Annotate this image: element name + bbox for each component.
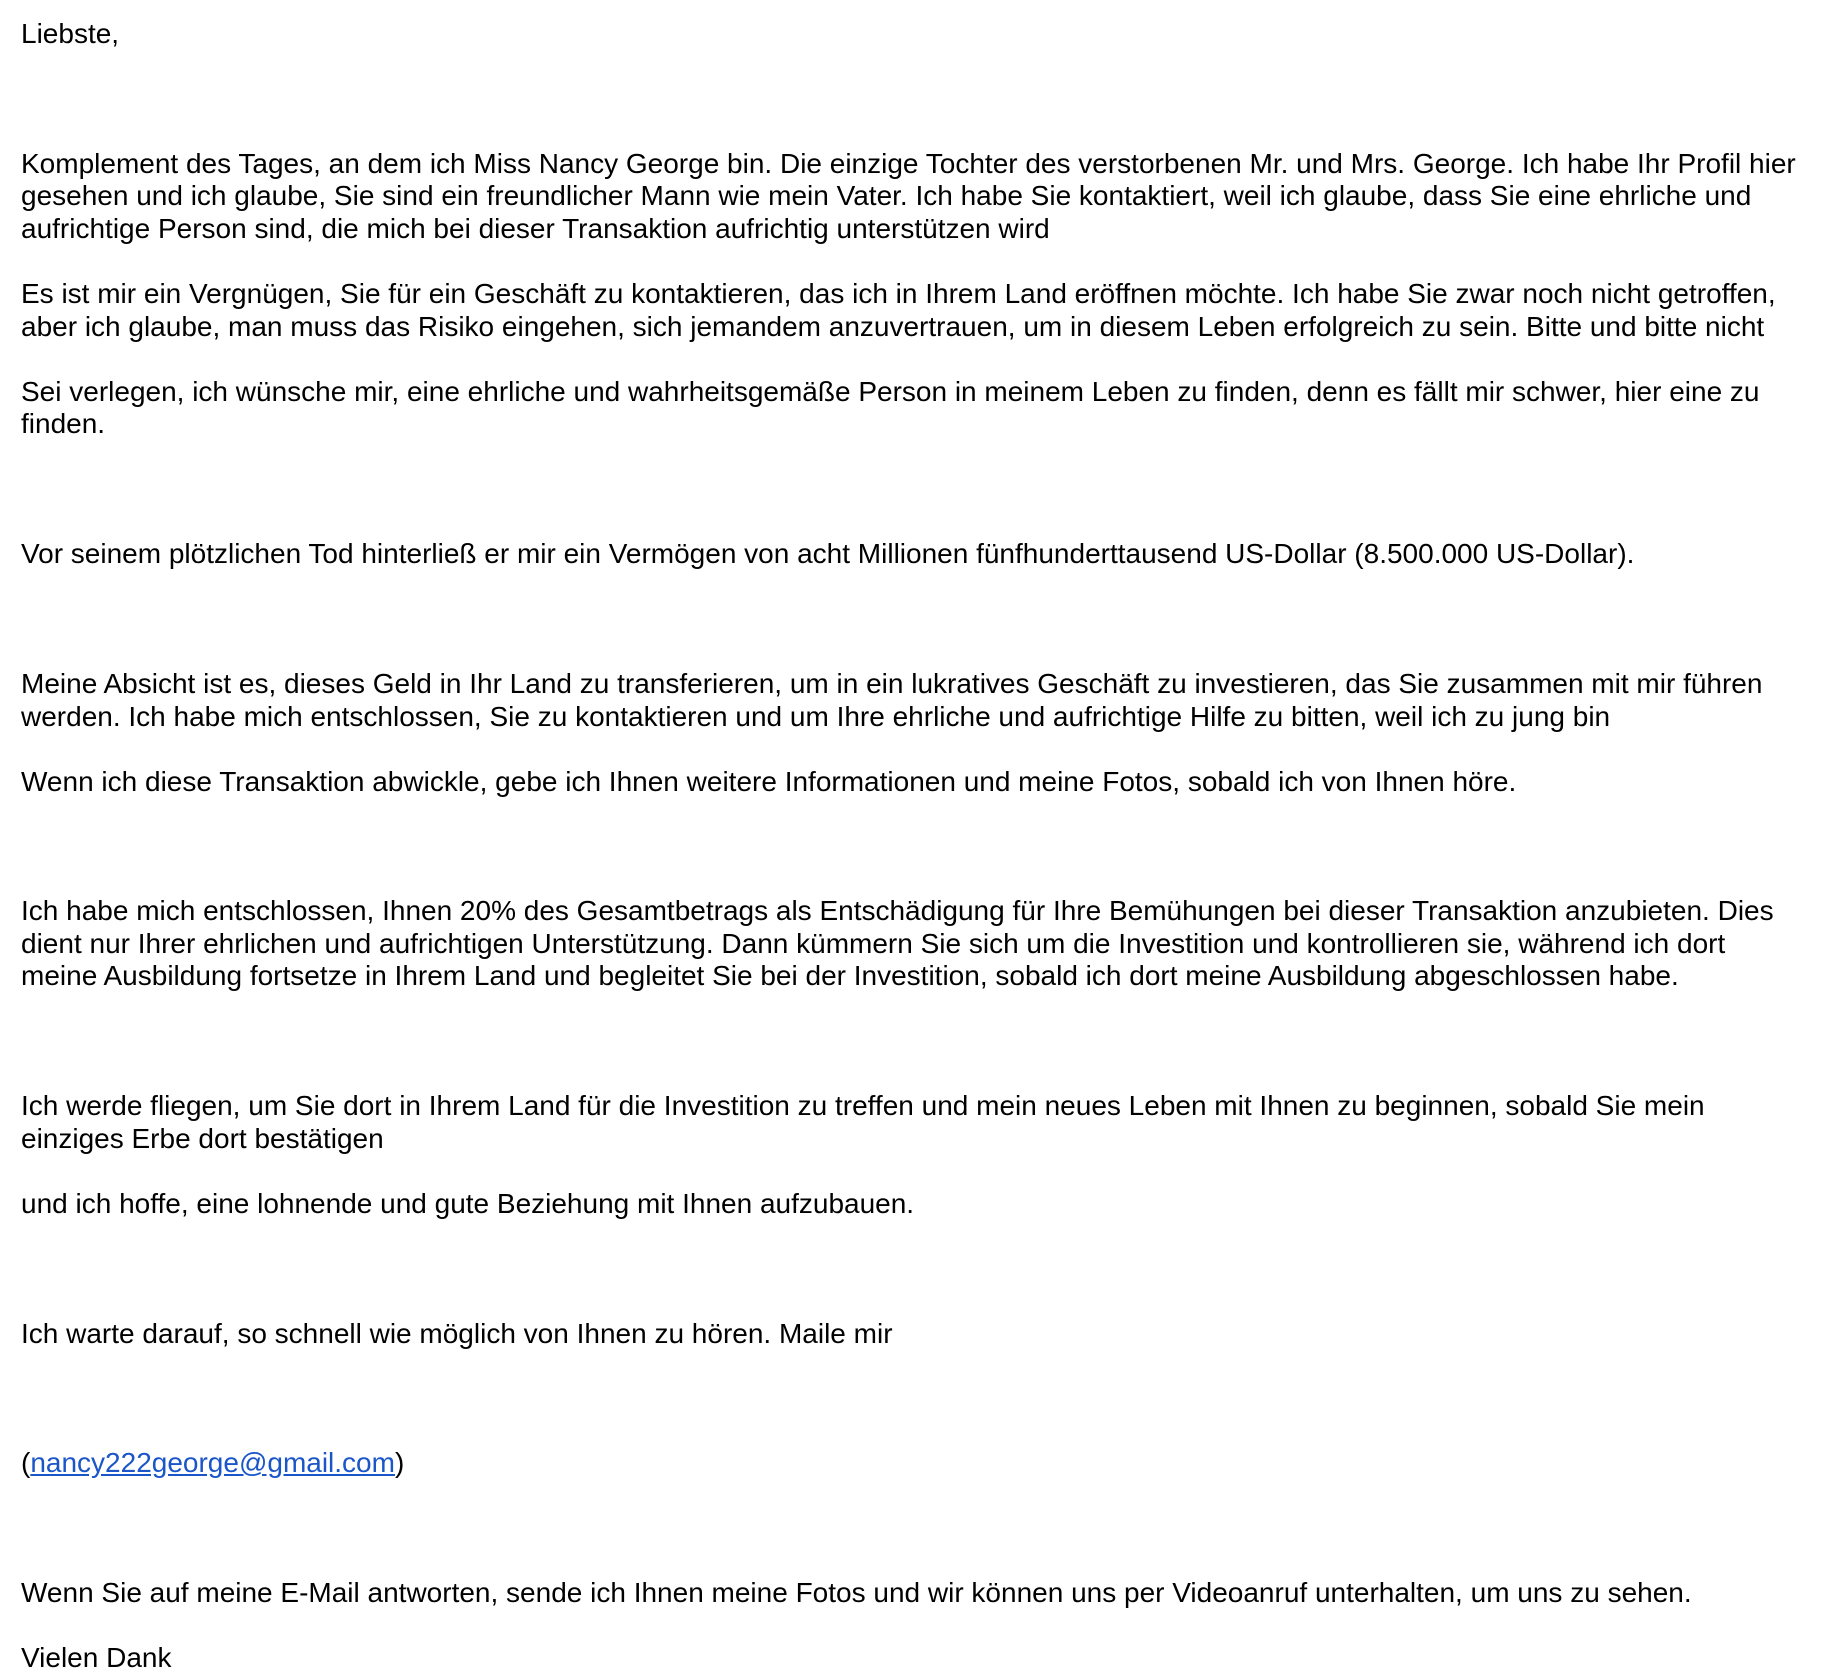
email-address-link[interactable]: nancy222george@gmail.com	[30, 1447, 395, 1478]
embarrassed-line-2: finden.	[21, 408, 106, 439]
contact-line	[21, 1447, 404, 1480]
offer-line-3: meine Ausbildung fortsetze in Ihrem Land und begleitet Sie bei der Investition, sobald ich dort meine Ausbildung abgeschlossen habe.	[21, 960, 1679, 991]
greeting: Liebste,	[21, 18, 120, 49]
waiting-paragraph: Ich warte darauf, so schnell wie möglich von Ihnen zu hören. Maile mir	[21, 1318, 893, 1349]
intro-line-3: aufrichtige Person sind, die mich bei dieser Transaktion aufrichtig unterstützen wird	[21, 213, 1050, 244]
transaction-paragraph: Wenn ich diese Transaktion abwickle, gebe ich Ihnen weitere Informationen und meine Fotos, sobald ich von Ihnen höre.	[21, 766, 1517, 797]
intro-line-1: Komplement des Tages, an dem ich Miss Nancy George bin. Die einzige Tochter des verstorbenen Mr. und Mrs. George. Ich habe Ihr Profil hier	[21, 148, 1796, 179]
contact-open-paren: (	[21, 1447, 31, 1478]
fly-line-1: Ich werde fliegen, um Sie dort in Ihrem Land für die Investition zu treffen und mein neues Leben mit Ihnen zu beginnen, sobald Sie mein	[21, 1090, 1705, 1121]
hope-paragraph: und ich hoffe, eine lohnende und gute Beziehung mit Ihnen aufzubauen.	[21, 1188, 915, 1219]
intro-line-2: gesehen und ich glaube, Sie sind ein freundlicher Mann wie mein Vater. Ich habe Sie kontaktiert, weil ich glaube, dass Sie eine ehrliche und	[21, 180, 1752, 211]
embarrassed-line-1: Sei verlegen, ich wünsche mir, eine ehrliche und wahrheitsgemäße Person in meinem Leben zu finden, denn es fällt mir schwer, hier eine zu	[21, 376, 1760, 407]
intention-line-2: werden. Ich habe mich entschlossen, Sie zu kontaktieren und um Ihre ehrliche und aufrichtige Hilfe zu bitten, weil ich zu jung bin	[21, 701, 1611, 732]
reply-paragraph: Wenn Sie auf meine E-Mail antworten, sende ich Ihnen meine Fotos und wir können uns per Videoanruf unterhalten, um uns zu sehen.	[21, 1577, 1692, 1608]
pleasure-line-2: aber ich glaube, man muss das Risiko eingehen, sich jemandem anzuvertrauen, um in diesem Leben erfolgreich zu sein. Bitte und bitte nicht	[21, 311, 1765, 342]
fortune-paragraph: Vor seinem plötzlichen Tod hinterließ er mir ein Vermögen von acht Millionen fünfhunderttausend US-Dollar (8.500.000 US-Dollar).	[21, 538, 1635, 569]
pleasure-line-1: Es ist mir ein Vergnügen, Sie für ein Geschäft zu kontaktieren, das ich in Ihrem Land eröffnen möchte. Ich habe Sie zwar noch nicht getroffen,	[21, 278, 1776, 309]
closing: Vielen Dank	[21, 1642, 172, 1673]
contact-close-paren: )	[394, 1447, 405, 1478]
offer-line-1: Ich habe mich entschlossen, Ihnen 20% des Gesamtbetrags als Entschädigung für Ihre Bemühungen bei dieser Transaktion anzubieten. Dies	[21, 895, 1774, 926]
fly-line-2: einziges Erbe dort bestätigen	[21, 1123, 384, 1154]
offer-line-2: dient nur Ihrer ehrlichen und aufrichtigen Unterstützung. Dann kümmern Sie sich um die Investition und kontrollieren sie, während ich dort	[21, 928, 1726, 959]
intention-line-1: Meine Absicht ist es, dieses Geld in Ihr Land zu transferieren, um in ein lukratives Geschäft zu investieren, das Sie zusammen mit mir führen	[21, 668, 1763, 699]
